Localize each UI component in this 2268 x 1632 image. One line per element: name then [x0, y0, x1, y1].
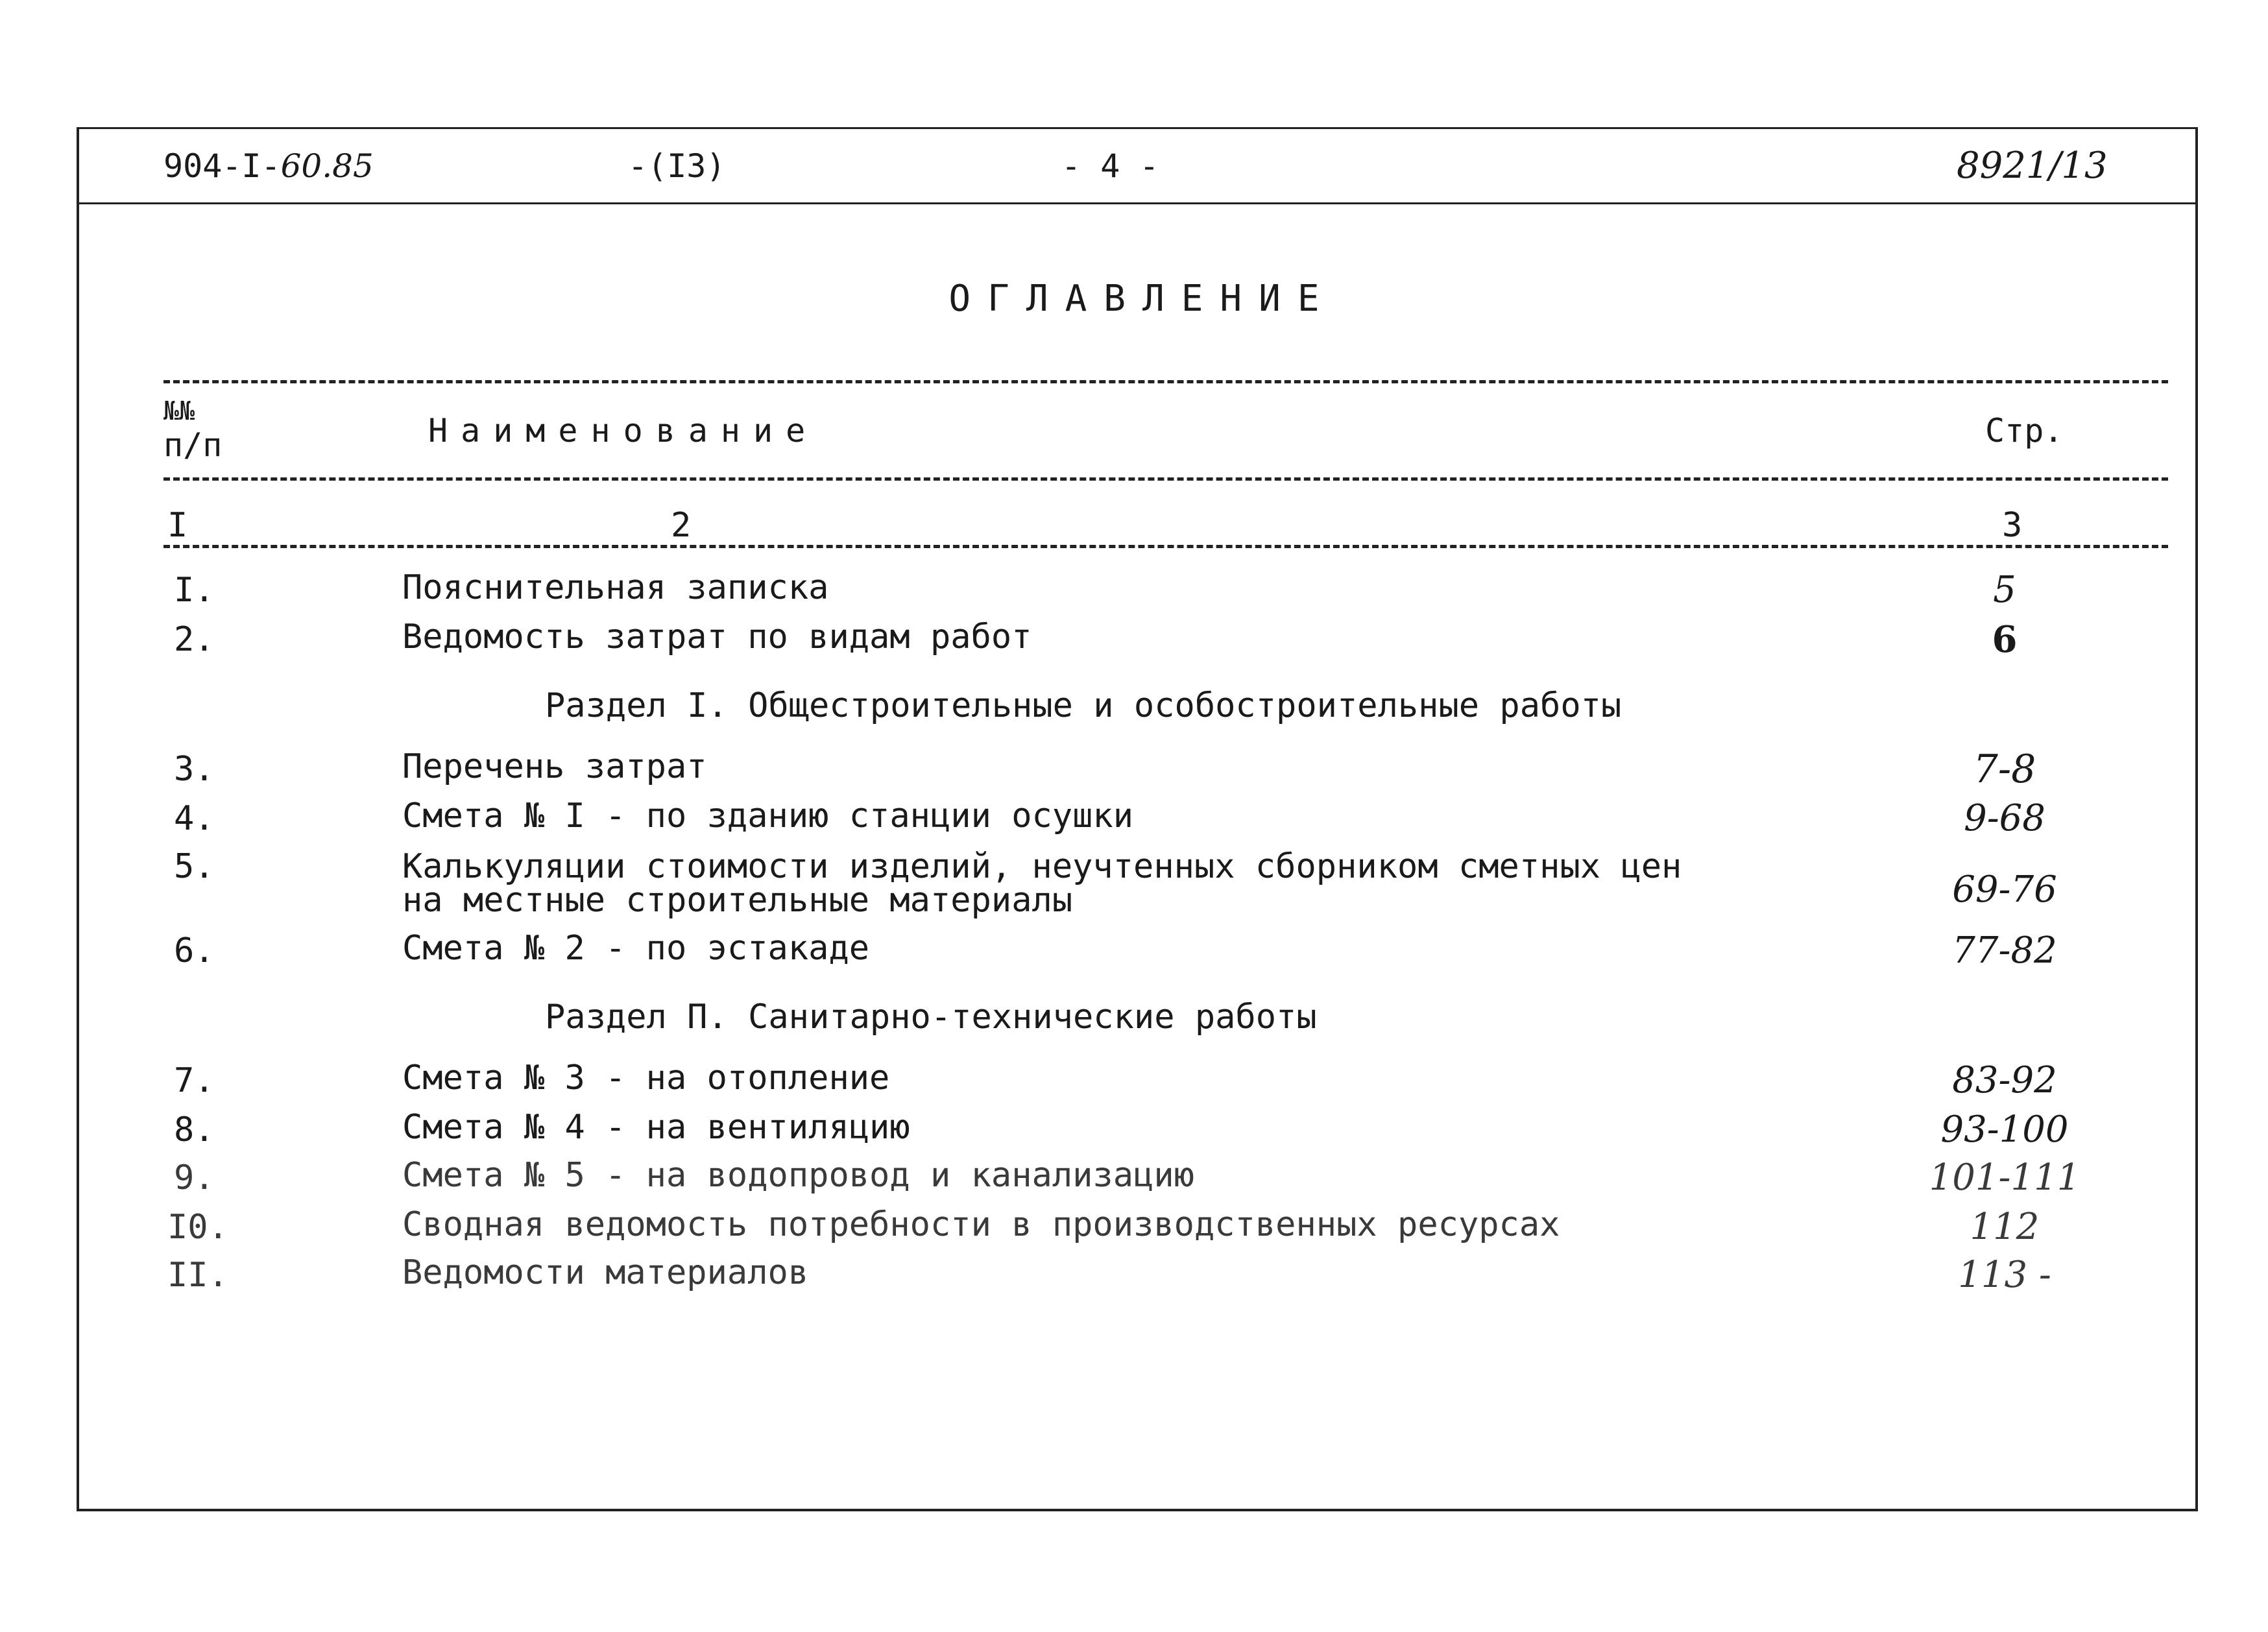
section-heading: Раздел I. Общестроительные и особостроительные работы — [545, 686, 1622, 725]
doc-code — [163, 147, 374, 186]
item-name: Сводная ведомость потребности в производственных ресурсах — [402, 1205, 1560, 1244]
item-number: 9. — [174, 1158, 215, 1197]
item-name: Ведомость затрат по видам работ — [402, 618, 1032, 656]
table-header-rule — [163, 477, 2168, 481]
item-name: Смета № 5 - на водопровод и канализацию — [402, 1156, 1194, 1195]
item-name: Смета № 4 - на вентиляцию — [402, 1108, 910, 1147]
list-item — [0, 1061, 2268, 1113]
table-top-rule — [163, 380, 2168, 383]
item-name: Смета № 2 - по эстакаде — [402, 929, 870, 968]
doc-code-handwritten: 60.85 — [280, 147, 374, 185]
list-item — [0, 1158, 2268, 1210]
list-item — [0, 747, 2268, 802]
item-number: I0. — [167, 1208, 228, 1247]
list-item — [0, 568, 2268, 623]
item-number: 4. — [174, 799, 215, 838]
list-item — [0, 620, 2268, 672]
page-title: ОГЛАВЛЕНИЕ — [948, 278, 1336, 320]
item-page: 83-92 — [1952, 1059, 2057, 1101]
item-number: 5. — [174, 847, 215, 886]
item-page: 77-82 — [1952, 930, 2057, 972]
column-number-rule — [163, 545, 2168, 548]
archive-number: 8921/13 — [1957, 145, 2108, 187]
item-name: Перечень затрат — [402, 747, 707, 786]
column-number-label-line1: №№ — [163, 396, 195, 426]
column-number-1: I — [167, 506, 188, 545]
item-number: II. — [167, 1256, 228, 1295]
item-page: 9-68 — [1964, 797, 2045, 839]
item-name: Калькуляции стоимости изделий, неучтенных сборником сметных цен — [402, 847, 1682, 886]
list-item — [0, 931, 2268, 983]
item-name-continuation: на местные строительные материалы — [402, 881, 1073, 920]
item-page: 112 — [1970, 1206, 2040, 1248]
list-item — [0, 1253, 2268, 1308]
column-number-2: 2 — [671, 506, 692, 545]
item-page: 6 — [1992, 618, 2018, 661]
item-name: Пояснительная записка — [402, 568, 829, 607]
list-item — [0, 1205, 2268, 1260]
list-item — [0, 1110, 2268, 1162]
item-page: 93-100 — [1940, 1109, 2069, 1151]
column-number-3: 3 — [2002, 506, 2023, 545]
item-number: 3. — [174, 750, 215, 789]
item-number: I. — [174, 571, 215, 610]
list-item — [0, 799, 2268, 851]
column-name-label: Наименование — [428, 412, 819, 450]
item-page: 69-76 — [1952, 869, 2057, 911]
doc-code-prefix: 904-I- — [163, 147, 281, 185]
sheet-code: -(I3) — [628, 147, 726, 185]
page-number: - 4 - — [1061, 147, 1159, 185]
item-page: 5 — [1993, 569, 2016, 611]
column-page-label: Стр. — [1985, 412, 2064, 450]
item-number: 8. — [174, 1110, 215, 1149]
item-name: Смета № I - по зданию станции осушки — [402, 797, 1134, 835]
item-page: 101-111 — [1929, 1157, 2081, 1199]
item-name: Ведомости материалов — [402, 1253, 809, 1292]
item-page: 7-8 — [1973, 747, 2036, 792]
list-item — [0, 847, 2268, 938]
item-number: 2. — [174, 620, 215, 659]
item-number: 6. — [174, 931, 215, 970]
header-rule — [79, 202, 2195, 204]
item-page: 113 - — [1958, 1254, 2051, 1296]
section-heading: Раздел П. Санитарно-технические работы — [545, 998, 1317, 1037]
item-number: 7. — [174, 1061, 215, 1100]
item-name: Смета № 3 - на отопление — [402, 1059, 890, 1098]
column-number-label-line2: п/п — [163, 426, 223, 464]
